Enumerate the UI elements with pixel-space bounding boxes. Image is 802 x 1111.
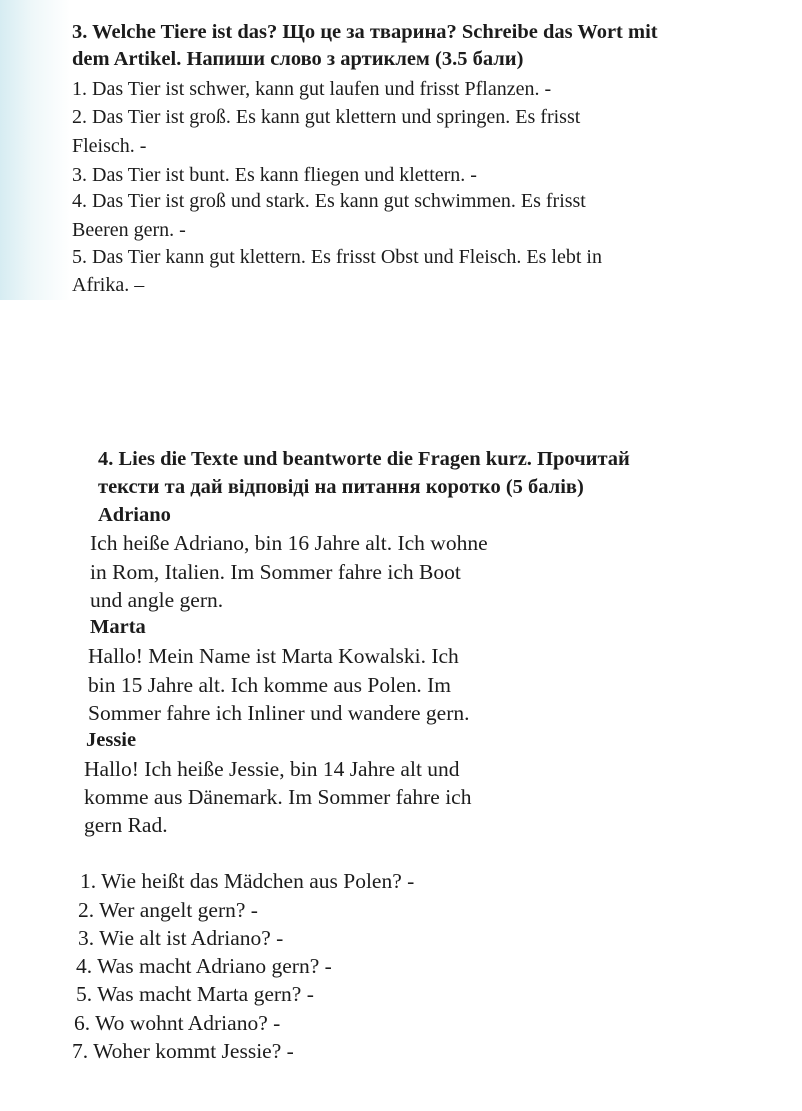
question-item: 5. Was macht Marta gern? - (76, 982, 314, 1006)
task-3-line: Afrika. – (72, 274, 145, 296)
question-item: 3. Wie alt ist Adriano? - (78, 926, 284, 950)
text-name-marta: Marta (90, 616, 146, 638)
task-3-heading-line-1: 3. Welche Tiere ist das? Що це за тварина? Schreibe das Wort mit (72, 21, 658, 43)
question-item: 6. Wo wohnt Adriano? - (74, 1011, 281, 1035)
question-item: 1. Wie heißt das Mädchen aus Polen? - (80, 869, 415, 893)
text-line: gern Rad. (84, 813, 168, 837)
question-item: 4. Was macht Adriano gern? - (76, 954, 332, 978)
task-3-line: 3. Das Tier ist bunt. Es kann fliegen und klettern. - (72, 164, 477, 186)
task-4-heading-line-2: тексти та дай відповіді на питання коротко (5 балів) (98, 476, 584, 498)
question-item: 7. Woher kommt Jessie? - (72, 1039, 294, 1063)
task-3-heading-line-2: dem Artikel. Напиши слово з артиклем (3.5 бали) (72, 48, 524, 70)
task-3-line: Beeren gern. - (72, 219, 186, 241)
question-item: 2. Wer angelt gern? - (78, 898, 258, 922)
text-line: und angle gern. (90, 588, 224, 612)
task-3-line: 4. Das Tier ist groß und stark. Es kann gut schwimmen. Es frisst (72, 190, 586, 212)
text-line: Hallo! Mein Name ist Marta Kowalski. Ich (88, 644, 459, 668)
task-3-line: 1. Das Tier ist schwer, kann gut laufen und frisst Pflanzen. - (72, 78, 552, 100)
text-line: Sommer fahre ich Inliner und wandere gern. (88, 701, 470, 725)
text-line: Ich heiße Adriano, bin 16 Jahre alt. Ich wohne (90, 531, 488, 555)
task-3-line: 2. Das Tier ist groß. Es kann gut klettern und springen. Es frisst (72, 106, 581, 128)
task-3-line: 5. Das Tier kann gut klettern. Es frisst Obst und Fleisch. Es lebt in (72, 246, 602, 268)
text-line: komme aus Dänemark. Im Sommer fahre ich (84, 785, 472, 809)
text-line: Hallo! Ich heiße Jessie, bin 14 Jahre alt und (84, 757, 460, 781)
task-3-line: Fleisch. - (72, 135, 147, 157)
text-line: in Rom, Italien. Im Sommer fahre ich Boot (90, 560, 461, 584)
text-line: bin 15 Jahre alt. Ich komme aus Polen. Im (88, 673, 452, 697)
task-4-heading-line-1: 4. Lies die Texte und beantworte die Fragen kurz. Прочитай (98, 448, 630, 470)
page-edge-shading (0, 0, 70, 300)
text-name-jessie: Jessie (86, 729, 137, 751)
text-name-adriano: Adriano (98, 504, 171, 526)
